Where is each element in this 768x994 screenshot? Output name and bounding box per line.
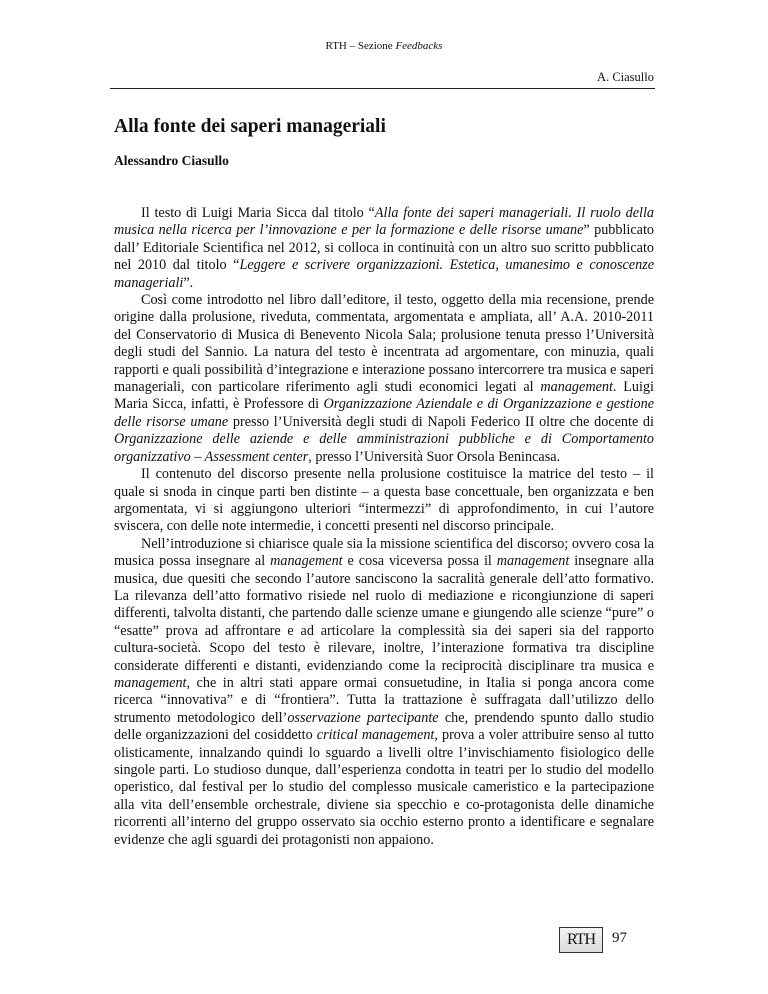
paragraph-4	[114, 536, 654, 849]
italic-term: management	[496, 553, 570, 570]
running-author: A. Ciasullo	[597, 70, 654, 84]
italic-term: management	[270, 553, 343, 570]
text-run: ” pubblicato dall’ Editoriale Scientifica nel 2012, si colloca in continuità con un altro suo scritto pubblicato nel 2010 dal titolo “	[114, 222, 654, 274]
text-run: . Luigi Maria Sicca, infatti, è Professore di	[114, 379, 654, 413]
article-title: Alla fonte dei saperi manageriali	[114, 116, 386, 137]
section-name: Feedbacks	[395, 40, 443, 52]
italic-term: management	[540, 379, 613, 396]
book-title: Alla fonte dei saperi manageriali. Il ruolo della musica nella ricerca per l’innovazione e per la formazione e delle risorse umane	[114, 205, 654, 239]
text-run: Il testo di Luigi Maria Sicca dal titolo “	[141, 205, 375, 221]
italic-term: critical management	[316, 727, 435, 744]
paragraph-1	[114, 205, 654, 292]
text-run: Il contenuto del discorso presente nella prolusione costituisce la matrice del testo – il quale si snoda in cinque parti ben distinte – a questa base concettuale, ben organizzata e ben argomentata, vi si aggiungono ulteriori “intermezzi” di approfondimento, in cui l’autore sviscera, con delle note intermedie, i concetti presenti nel discorso principale.	[114, 466, 654, 535]
page-number: 97	[612, 930, 627, 946]
running-header	[0, 40, 768, 52]
text-run: ”.	[183, 274, 194, 291]
journal-logo: RTH	[559, 927, 603, 953]
paragraph-3	[114, 466, 654, 536]
text-run: , prova a voler attribuire senso al tutto olisticamente, innalzando quindi lo sguardo a livelli oltre l’invischiamento fisiologico delle singole parti. Lo studioso dunque, dall’esperienza condotta in teatri per lo studio del modello operistico, dal festival per lo studio del complesso musicale cameristico e la partecipazione alla vita dell’ensemble orchestrale, diviene sia specchio e co-protagonista delle dinamiche ricorrenti all’interno del gruppo osservato sia occhio esterno pronto a identificare e segnalare evidenze che agli sguardi dei protagonisti non appaiono.	[114, 727, 654, 848]
book-title: Leggere e scrivere organizzazioni. Estetica, umanesimo e conoscenze manageriali	[114, 257, 655, 291]
text-run: che, prendendo spunto dallo studio delle organizzazioni del cosiddetto	[114, 709, 655, 744]
text-run: presso l’Università degli studi di Napoli Federico II oltre che docente di	[228, 413, 654, 430]
italic-term: Organizzazione Aziendale e di Organizzazione e gestione delle risorse umane	[114, 396, 654, 430]
text-run: , presso l’Università Suor Orsola Benincasa.	[308, 448, 561, 465]
article-author: Alessandro Ciasullo	[114, 153, 229, 168]
text-run: Così come introdotto nel libro dall’editore, il testo, oggetto della mia recensione, prende origine dalla prolusione, riveduta, commentata, argomentata e ampliata, all’ A.A. 2010-2011 del Conservatorio di Musica di Benevento Nicola Sala; prolusione tenuta presso l’Università degli studi del Sannio. La natura del testo è incentrata ad argomentare, con minuzia, quali rapporti e quali possibilità d’integrazione e interazione possano intercorrere tra musica e saperi manageriali, con particolare riferimento agli studi economici legati al	[114, 292, 654, 396]
text-run: insegnare alla musica, due quesiti che secondo l’autore sanciscono la sacralità generale dell’atto formativo. La rilevanza dell’atto formativo risiede nel ruolo di mediazione e ricongiunzione di saperi differenti, talvolta distanti, che partendo dalle scienze umane e giungendo alle scienze “pure” o “esatte” prova ad affrontare e ad articolare la complessità sia dei saperi sia del rapporto cultura-società. Scopo del testo è rilevare, inoltre, l’interazione formativa tra discipline considerate differenti e distanti, evidenziando come la reciprocità disciplinare tra musica e	[114, 553, 655, 674]
article-body	[114, 205, 654, 849]
text-run: e cosa viceversa possa il	[342, 553, 497, 570]
italic-term: management	[114, 674, 187, 691]
header-divider	[110, 88, 655, 89]
paragraph-2	[114, 292, 654, 466]
italic-term: osservazione partecipante	[287, 709, 439, 726]
text-run: Nell’introduzione si chiarisce quale sia la missione scientifica del discorso; ovvero cosa la musica possa insegnare al	[114, 535, 654, 570]
journal-name: RTH – Sezione	[325, 40, 396, 52]
text-run: , che in altri stati appare ormai consuetudine, in Italia si ponga ancora come ricerca “innovativa” e di “frontiera”. Tutta la trattazione è suffragata dall’utilizzo dello strumento metodologico dell’	[114, 674, 654, 726]
italic-term: Organizzazione delle aziende e delle amministrazioni pubbliche e di Comportamento organizzativo – Assessment center	[114, 431, 654, 465]
